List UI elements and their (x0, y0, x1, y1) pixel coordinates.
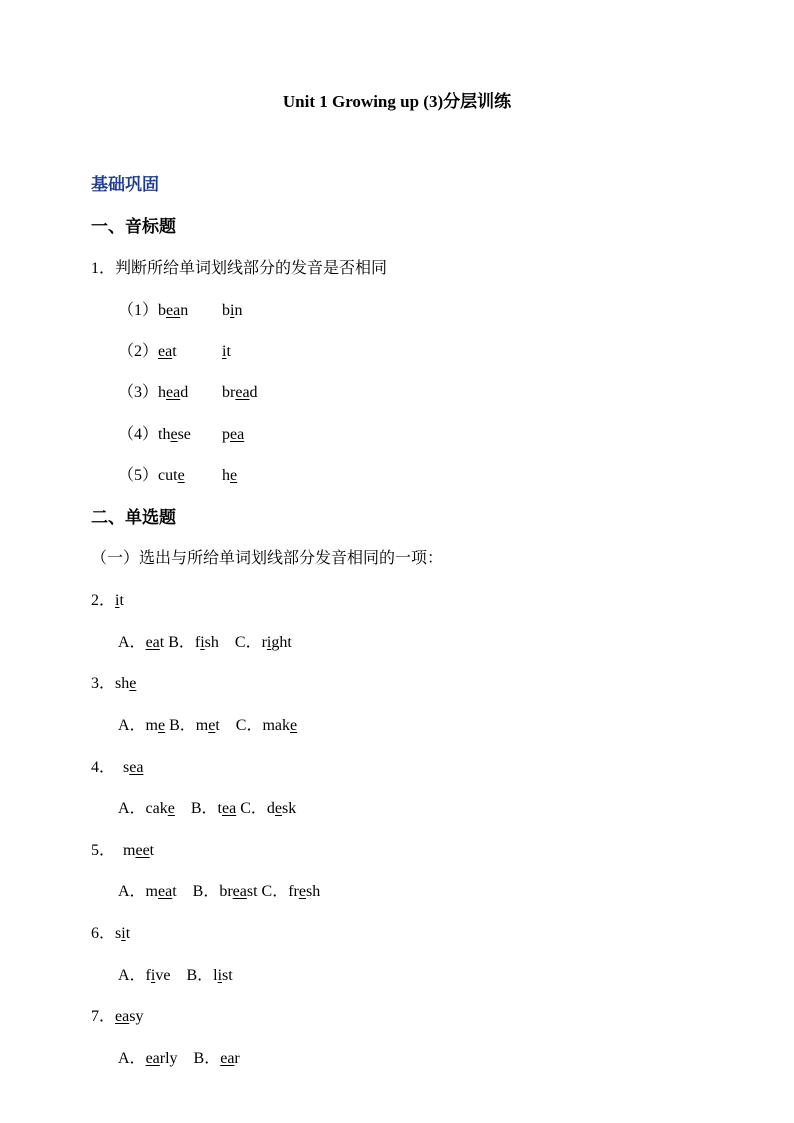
question-target-word: it (115, 592, 124, 609)
question-number: 2． (91, 592, 116, 609)
pair-word-a: head (158, 384, 189, 401)
pair-word-b: pea (222, 426, 245, 443)
pair-word-b: bin (222, 302, 243, 319)
page-title: Unit 1 Growing up (3)分层训练 (282, 92, 512, 111)
pair-number: （2） (118, 343, 159, 360)
question-word (91, 920, 130, 943)
question-target-word: meet (123, 842, 155, 859)
pair-word-b: bread (222, 384, 258, 401)
pair-item (118, 338, 231, 361)
question-number: 6． (91, 925, 116, 942)
question-target-word: she (115, 675, 137, 692)
part2-heading: 二、单选题 (91, 508, 176, 527)
pair-item (118, 379, 258, 402)
pair-word-a: bean (158, 302, 189, 319)
question-word (91, 837, 154, 860)
pair-number: （5） (118, 467, 159, 484)
pair-word-a: eat (158, 343, 177, 360)
part2-instruction: （一）选出与所给单词划线部分发音相同的一项： (91, 550, 444, 567)
question-target-word: sit (115, 925, 131, 942)
section-basic-heading: 基础巩固 (91, 175, 159, 194)
question-number: 3． (91, 675, 116, 692)
question-word (91, 670, 136, 693)
pair-word-a: cute (158, 467, 185, 484)
question-number: 7． (91, 1008, 116, 1025)
question-target-word: sea (123, 759, 144, 776)
part1-heading: 一、音标题 (91, 217, 176, 236)
question-number: 5． (91, 842, 124, 859)
pair-word-b: it (222, 343, 231, 360)
question-options: A．meat B．breast C．fresh (118, 883, 321, 900)
question-options: A．eat B．fish C．right (118, 634, 292, 651)
pair-item (118, 462, 237, 485)
question-word (91, 1003, 143, 1026)
question-number: 4． (91, 759, 124, 776)
question-options: A．cake B．tea C．desk (118, 800, 297, 817)
pair-item (118, 421, 244, 444)
pair-word-b: he (222, 467, 238, 484)
question-options: A．early B．ear (118, 1050, 240, 1067)
question-word (91, 754, 143, 777)
pair-number: （1） (118, 302, 159, 319)
question-word (91, 587, 124, 610)
pair-number: （3） (118, 384, 159, 401)
question-1-prompt: 1．判断所给单词划线部分的发音是否相同 (91, 260, 388, 277)
pair-item (118, 297, 242, 320)
pair-number: （4） (118, 426, 159, 443)
question-target-word: easy (115, 1008, 144, 1025)
question-options: A．me B．met C．make (118, 717, 298, 734)
pair-word-a: these (158, 426, 191, 443)
question-options: A．five B．list (118, 967, 233, 984)
